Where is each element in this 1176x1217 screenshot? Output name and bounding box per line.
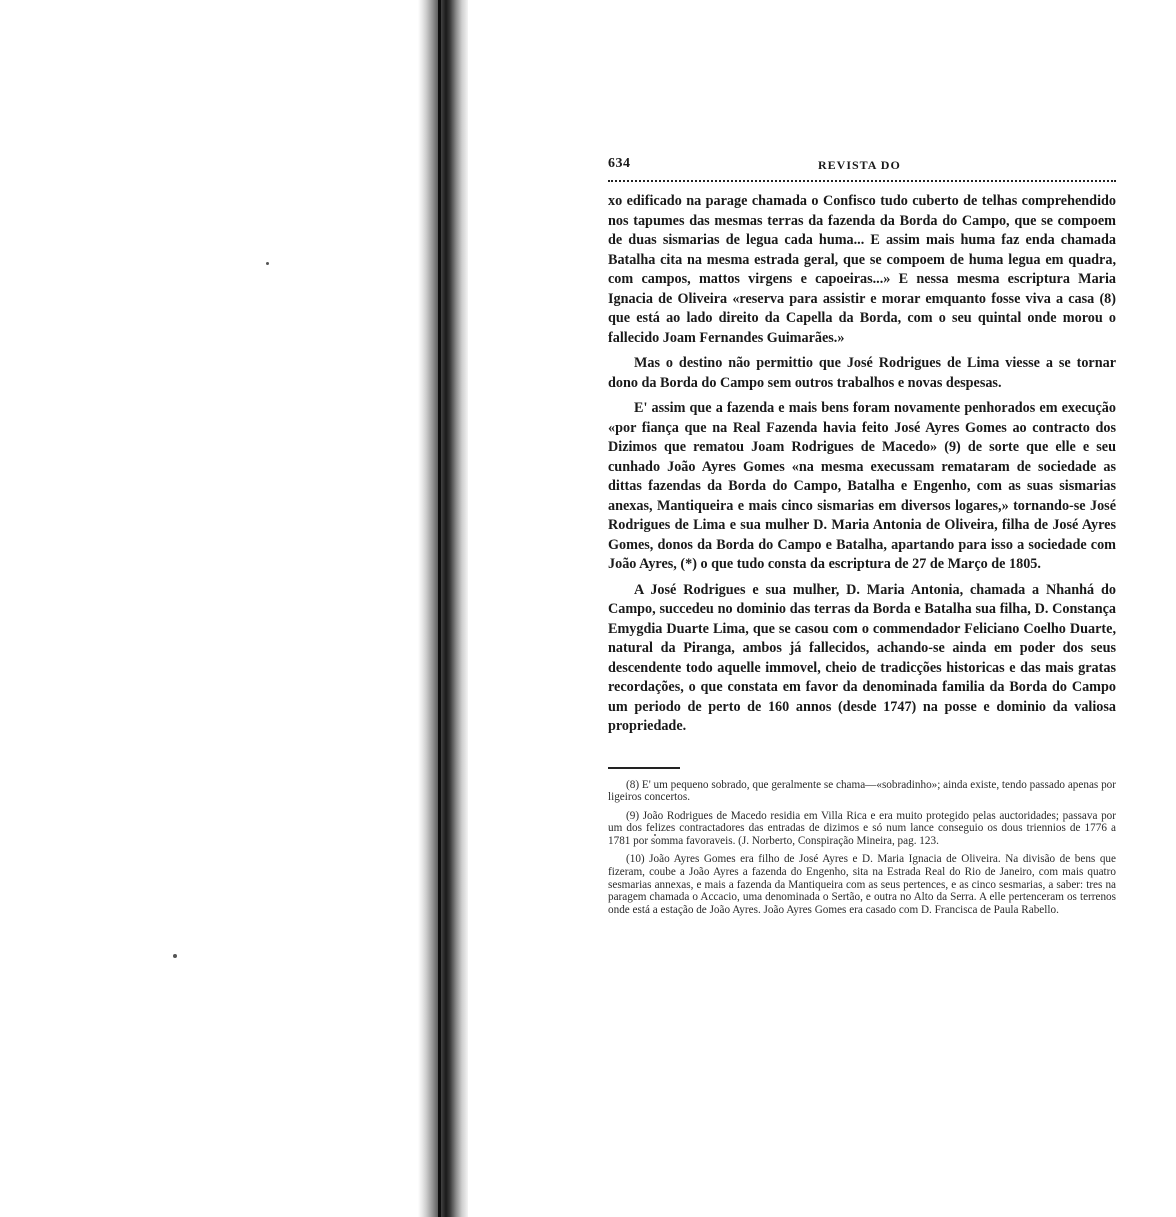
footnote-rule bbox=[608, 767, 680, 769]
paragraph: E' assim que a fazenda e mais bens foram novamente penhorados em execução «por fiança que na Real Fazenda havia feito José Ayres Gomes ao contracto dos Dizimos que rematou Joam Rodrigues de Macedo» (9) de sorte que elle e seu cunhado João Ayres Gomes «na mesma execussam remataram de sociedade as dittas fazendas da Borda do Campo, Batalha e Engenho, com as suas sismarias anexas, Mantiqueira e mais cinco sismarias em diversos logares,» tornando-se José Rodrigues de Lima e sua mulher D. Maria Antonia de Oliveira, filha de José Ayres Gomes, donos da Borda do Campo e Batalha, apartando para isso a sociedade com João Ayres, (*) o que tudo consta da escriptura de 27 de Março de 1805. bbox=[608, 400, 1116, 572]
paper-speck bbox=[173, 954, 177, 958]
footnote: (8) E' um pequeno sobrado, que geralmente se chama—«sobradinho»; ainda existe, tendo passado apenas por ligeiros concertos. bbox=[608, 778, 1116, 804]
paragraph: A José Rodrigues e sua mulher, D. Maria Antonia, chamada a Nhanhá do Campo, succedeu no dominio das terras da Borda e Batalha sua filha, D. Constança Emygdia Duarte Lima, que se casou com o commendador Feliciano Coelho Duarte, natural da Piranga, ambos já fallecidos, achando-se ainda em poder dos seus descendente todo aquelle immovel, cheio de tradicções historicas e das mais gratas recordações, o que constata em favor da denominada familia da Borda do Campo um periodo de perto de 160 annos (desde 1747) na posse e dominio da valiosa propriedade. bbox=[608, 581, 1116, 734]
paper-speck bbox=[266, 262, 269, 265]
page-number: 634 bbox=[608, 156, 631, 171]
running-title: REVISTA DO bbox=[818, 158, 901, 172]
paragraph: Mas o destino não permittio que José Rodrigues de Lima viesse a se tornar dono da Borda do Campo sem outros trabalhos e novas despesas. bbox=[608, 355, 1116, 391]
body-text bbox=[608, 192, 1116, 737]
header-rule bbox=[608, 180, 1116, 182]
blank-left-page bbox=[0, 0, 418, 1217]
book-page bbox=[608, 150, 1116, 922]
footnote: (9) João Rodrigues de Macedo residia em Villa Rica e era muito protegido pelas auctoridades; passava por um dos felizes contractadores das entradas de dizimos e só num lance conseguio os dous triennios de 1776 a 1781 por somma favoraveis. (J. Norberto, Conspiração Mineira, pag. 123. bbox=[608, 809, 1116, 847]
footnotes bbox=[608, 779, 1116, 917]
book-spine bbox=[418, 0, 468, 1217]
page-header bbox=[608, 150, 1116, 172]
paragraph: xo edificado na parage chamada o Confisco tudo cuberto de telhas comprehendido nos tapumes das mesmas terras da fazenda da Borda do Campo, que se compoem de duas sismarias de legua cada huma... E assim mais huma faz enda chamada Batalha cita na mesma estrada geral, que se compoem de huma legua em quadra, com campos, mattos virgens e capoeiras...» E nessa mesma escriptura Maria Ignacia de Oliveira «reserva para assistir e morar emquanto fosse viva a casa (8) que está ao lado direito da Capella da Borda, com o seu quintal onde morou o fallecido Joam Fernandes Guimarães.» bbox=[608, 193, 1116, 346]
footnote: (10) João Ayres Gomes era filho de José Ayres e D. Maria Ignacia de Oliveira. Na divisão de bens que fizeram, coube a João Ayres a fazenda do Engenho, sita na Estrada Real do Rio de Janeiro, com mais quatro sesmarias annexas, e mais a fazenda da Mantiqueira com as seus pertences, e as cinco sesmarias, a saber: tres na paragem chamada o Accacio, uma denominada o Sertão, e outra no Alto da Serra. A elle pertenceram os terrenos onde está a estação de João Ayres. João Ayres Gomes era casado com D. Francisca de Paula Rabello. bbox=[608, 853, 1116, 916]
spine-fold-line bbox=[438, 0, 441, 1217]
